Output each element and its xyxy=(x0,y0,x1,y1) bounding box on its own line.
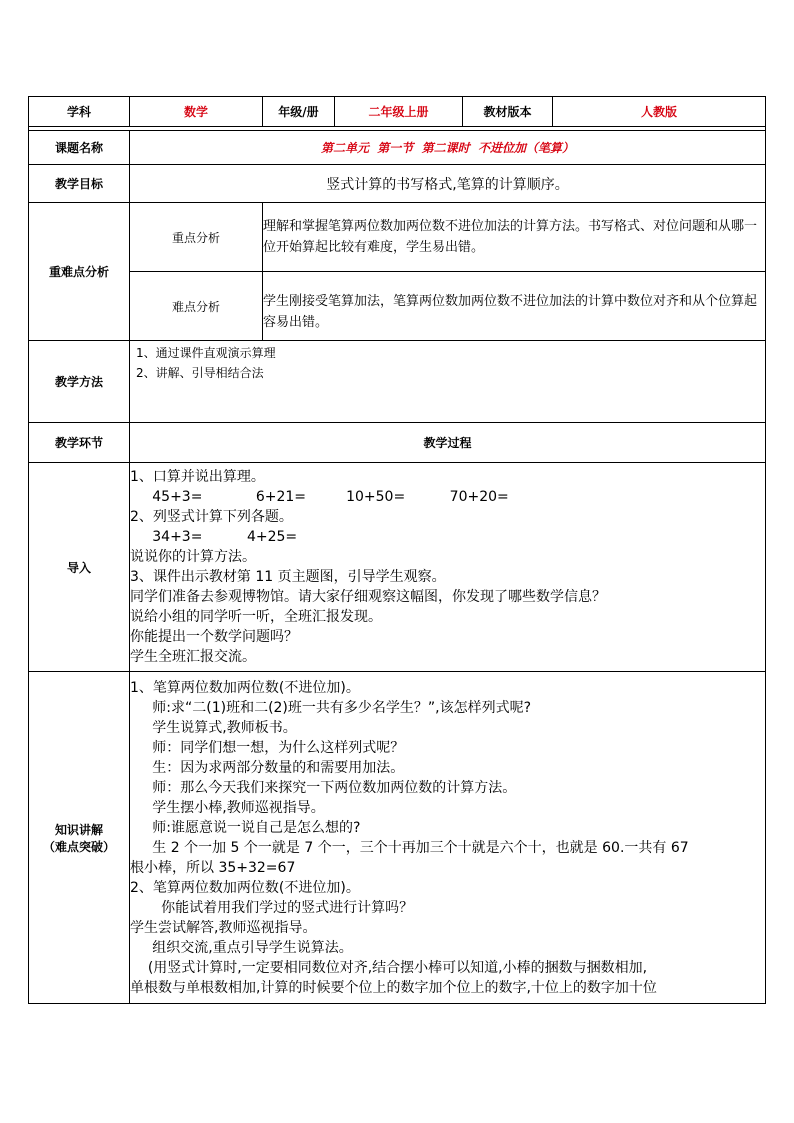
text-line: 组织交流,重点引导学生说算法。 xyxy=(130,939,353,956)
goal-text: 竖式计算的书写格式,笔算的计算顺序。 xyxy=(130,165,766,203)
hard-analysis-text: 学生刚接受笔算加法，笔算两位数加两位数不进位加法的计算中数位对齐和从个位算起容易出错。 xyxy=(263,272,766,341)
goal-label: 教学目标 xyxy=(29,165,130,203)
lesson-title: 第二单元 第一节 第二课时 不进位加（笔算） xyxy=(130,131,766,165)
process-label: 教学过程 xyxy=(130,423,766,463)
text-line: 学生尝试解答,教师巡视指导。 xyxy=(130,919,317,936)
process-header-row xyxy=(29,423,766,463)
key-analysis-text: 理解和掌握笔算两位数加两位数不进位加法的计算方法。书写格式、对位问题和从哪一位开始算起比较有难度，学生易出错。 xyxy=(263,203,766,272)
analysis-label: 重难点分析 xyxy=(29,203,130,341)
lesson-row xyxy=(29,131,766,165)
text-line: 师:求“二(1)班和二(2)班一共有多少名学生？”,该怎样列式呢? xyxy=(130,699,532,716)
lesson-label: 课题名称 xyxy=(29,131,130,165)
process-stage-label: 教学环节 xyxy=(29,423,130,463)
text-line: 2、列竖式计算下列各题。 xyxy=(130,509,293,525)
goal-row xyxy=(29,165,766,203)
key-analysis-row xyxy=(29,203,766,272)
intro-row xyxy=(29,463,766,672)
grade-value: 二年级上册 xyxy=(335,97,463,127)
text-line: 2、笔算两位数加两位数(不进位加)。 xyxy=(130,879,360,896)
method-row xyxy=(29,341,766,423)
text-line: 45+3= 6+21= 10+50= 70+20= xyxy=(130,489,509,505)
text-line: 你能试着用我们学过的竖式进行计算吗？ xyxy=(130,899,414,916)
method-item: 1、通过课件直观演示算理 xyxy=(136,346,276,360)
text-line: 3、课件出示教材第 11 页主题图，引导学生观察。 xyxy=(130,569,446,585)
intro-label: 导入 xyxy=(29,463,130,672)
method-item: 2、讲解、引导相结合法 xyxy=(136,366,264,380)
text-line: 学生摆小棒,教师巡视指导。 xyxy=(130,799,325,816)
text-line: 同学们准备去参观博物馆。请大家仔细观察这幅图，你发现了哪些数学信息？ xyxy=(130,589,606,605)
text-line: 说说你的计算方法。 xyxy=(130,549,256,565)
knowledge-label-line2: （难点突破） xyxy=(42,839,115,854)
text-line: (用竖式计算时,一定要相同数位对齐,结合摆小棒可以知道,小棒的捆数与捆数相加, xyxy=(130,959,648,976)
method-list xyxy=(130,341,766,423)
text-line: 师：同学们想一想，为什么这样列式呢？ xyxy=(130,739,405,756)
knowledge-label xyxy=(29,672,130,1004)
subject-value: 数学 xyxy=(130,97,263,127)
header-row xyxy=(29,97,766,127)
hard-analysis-label: 难点分析 xyxy=(130,272,263,341)
text-line: 师：那么今天我们来探究一下两位数加两位数的计算方法。 xyxy=(130,779,517,796)
grade-label: 年级/册 xyxy=(263,97,335,127)
knowledge-content xyxy=(130,672,766,1004)
key-analysis-label: 重点分析 xyxy=(130,203,263,272)
text-line: 师:谁愿意说一说自己是怎么想的? xyxy=(130,819,361,836)
text-line: 单根数与单根数相加,计算的时候要个位上的数字加个位上的数字,十位上的数字加十位 xyxy=(130,979,657,996)
text-line: 生：因为求两部分数量的和需要用加法。 xyxy=(130,759,405,776)
lesson-plan-table xyxy=(28,96,766,1004)
intro-content xyxy=(130,463,766,672)
method-label: 教学方法 xyxy=(29,341,130,423)
text-line: 生 2 个一加 5 个一就是 7 个一，三个十再加三个十就是六个十，也就是 60.一共有 67 xyxy=(130,839,689,856)
text-line: 34+3= 4+25= xyxy=(130,529,298,545)
knowledge-label-line1: 知识讲解 xyxy=(54,822,103,837)
text-line: 1、笔算两位数加两位数(不进位加)。 xyxy=(130,679,360,696)
text-line: 1、口算并说出算理。 xyxy=(130,469,265,485)
text-line: 根小棒，所以 35+32=67 xyxy=(130,859,296,876)
text-line: 学生说算式,教师板书。 xyxy=(130,719,297,736)
text-line: 学生全班汇报交流。 xyxy=(130,649,256,665)
subject-label: 学科 xyxy=(29,97,130,127)
knowledge-row xyxy=(29,672,766,1004)
hard-analysis-row xyxy=(29,272,766,341)
text-line: 说给小组的同学听一听，全班汇报发现。 xyxy=(130,609,382,625)
edition-label: 教材版本 xyxy=(463,97,553,127)
text-line: 你能提出一个数学问题吗？ xyxy=(130,629,298,645)
edition-value: 人教版 xyxy=(553,97,766,127)
